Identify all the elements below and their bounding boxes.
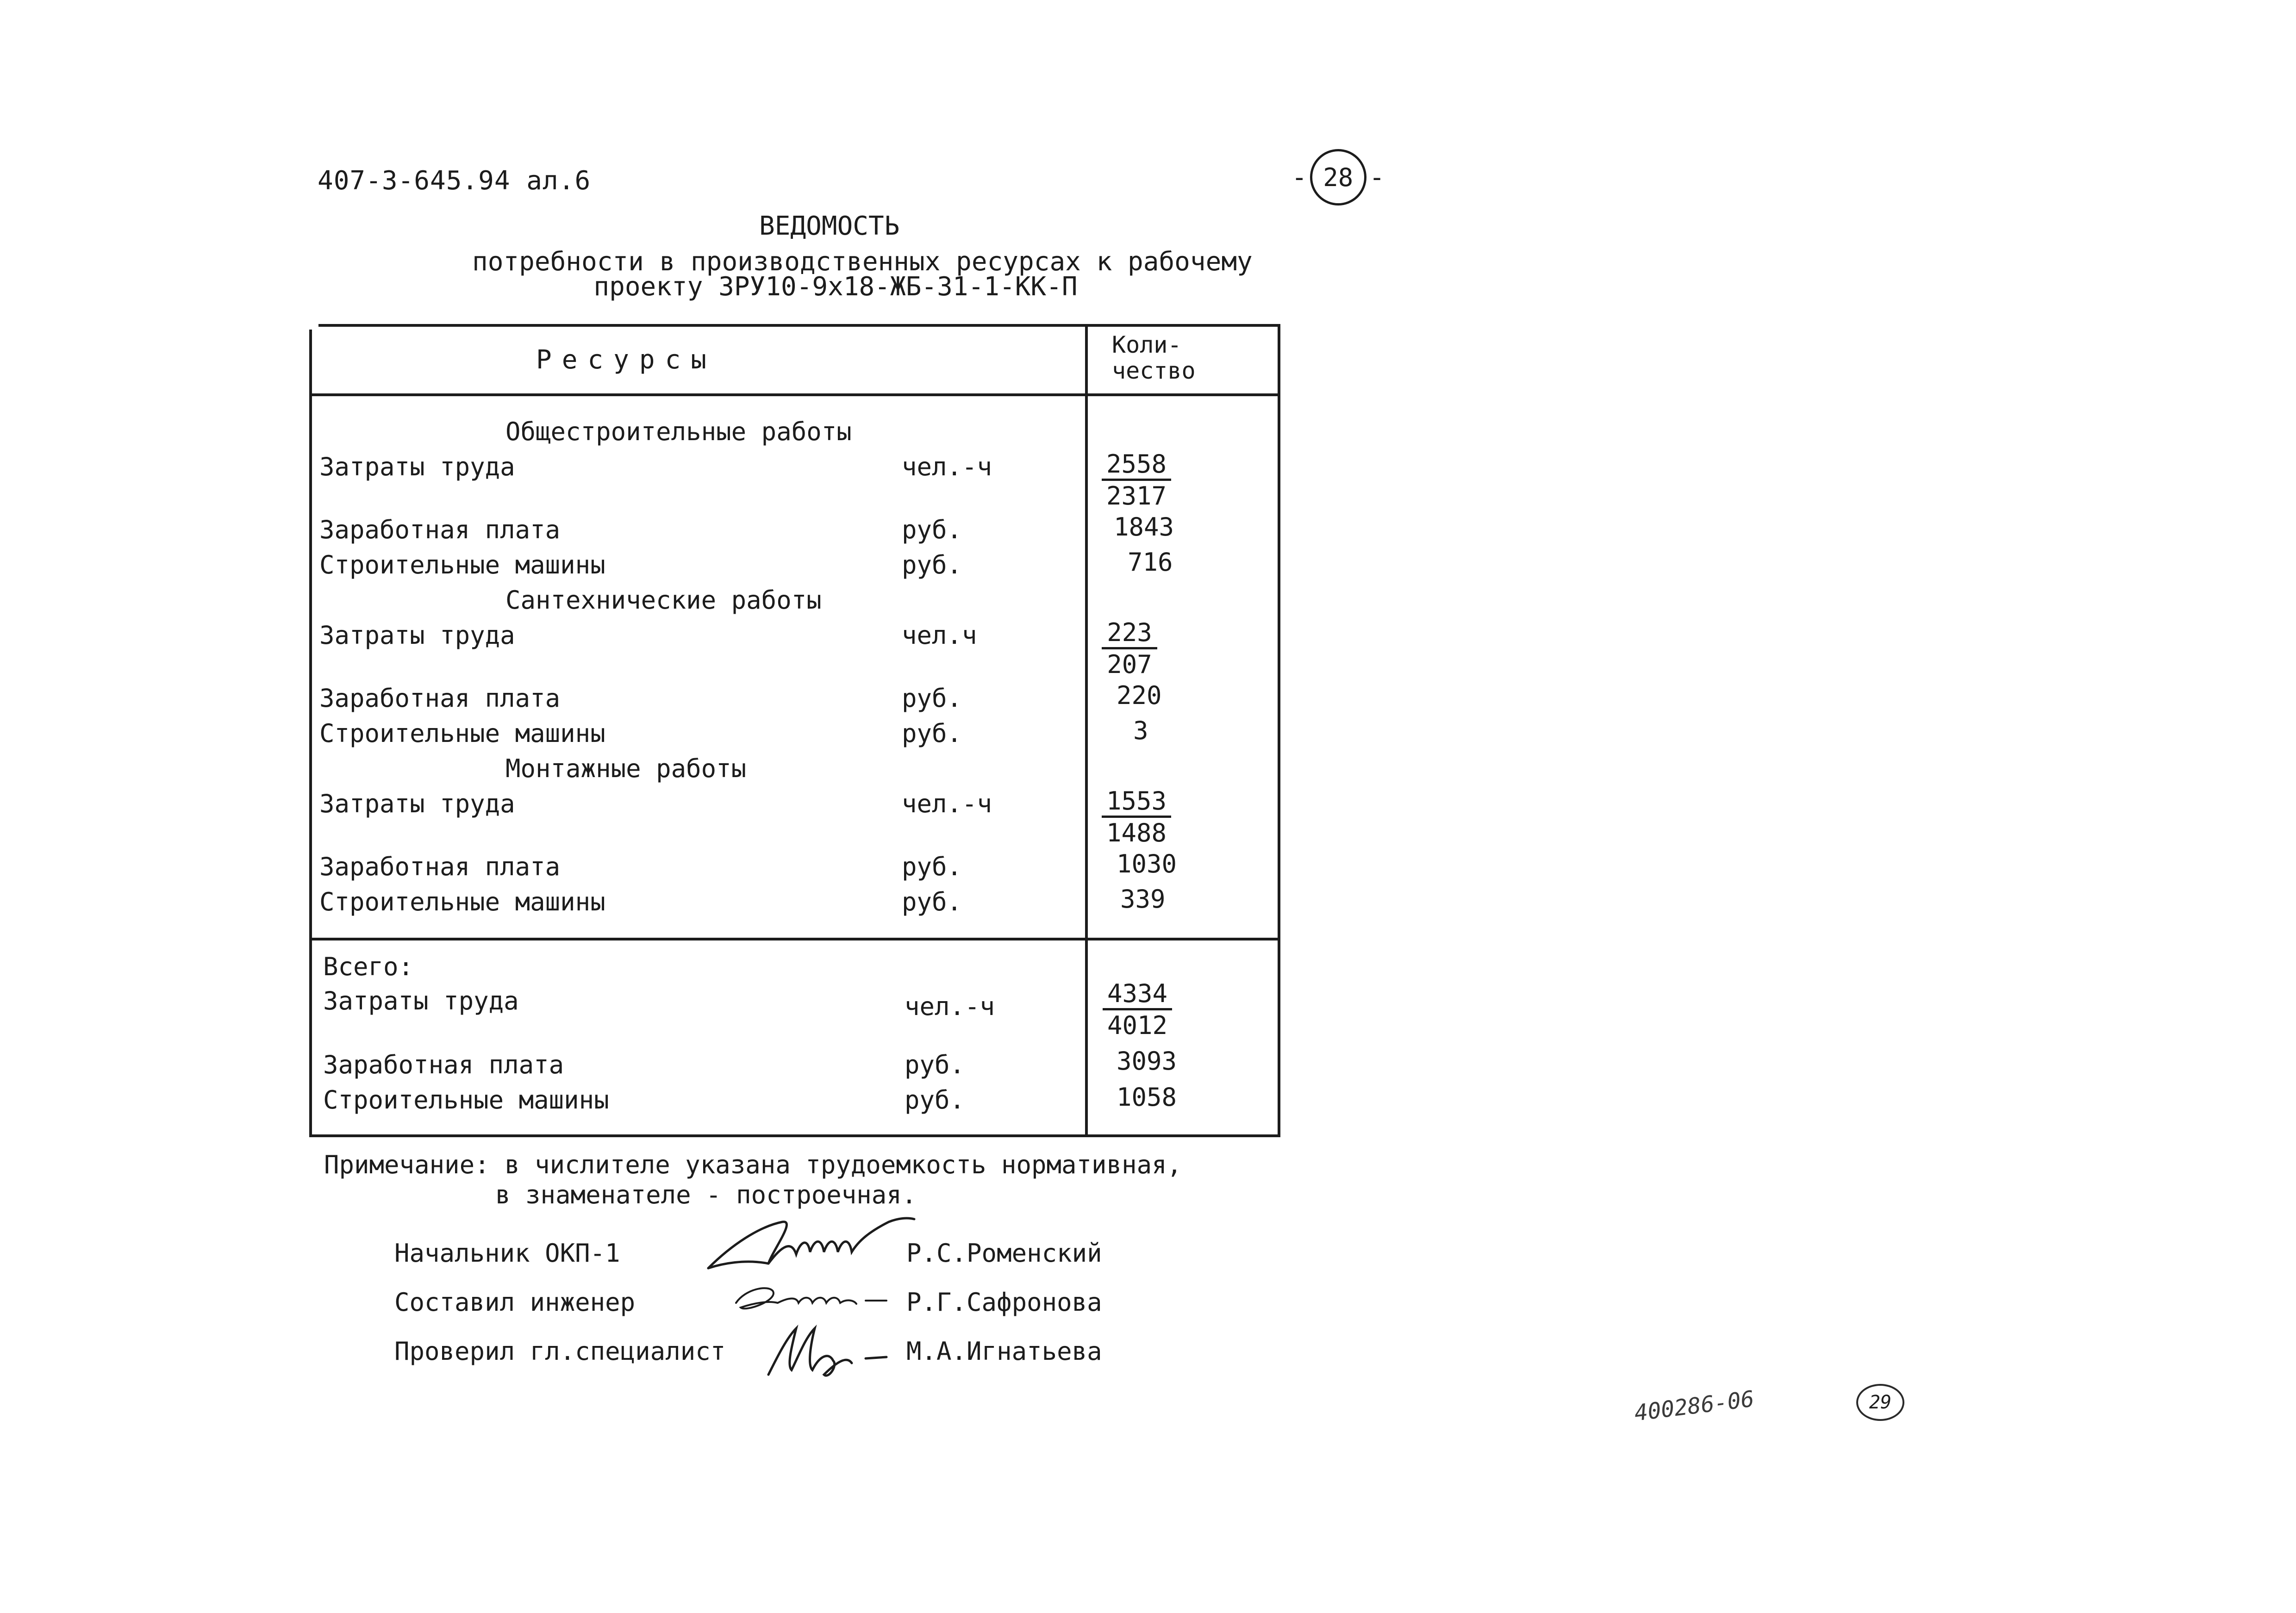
row-name: Строительные машины — [319, 719, 605, 748]
row-unit: руб. — [902, 887, 962, 916]
row-fraction — [1102, 786, 1171, 847]
row-unit: чел.-ч — [902, 452, 992, 481]
row-name: Затраты труда — [323, 986, 519, 1015]
signature-name: М.А.Игнатьева — [906, 1337, 1102, 1366]
row-name: Строительные машины — [323, 1085, 609, 1115]
document-subtitle-line2: проекту ЗРУ10-9х18-ЖБ-31-1-КК-П — [593, 272, 1078, 302]
row-name: Затраты труда — [319, 452, 515, 481]
fraction-numerator: 223 — [1102, 620, 1157, 649]
row-name: Заработная плата — [319, 515, 561, 544]
row-fraction — [1102, 620, 1157, 677]
row-name: Строительные машины — [319, 887, 605, 916]
page-number-circle: 28 — [1310, 149, 1366, 206]
row-unit: чел.-ч — [902, 789, 992, 818]
page-number: - 28 - — [1292, 149, 1385, 206]
table-total-divider — [309, 938, 1280, 940]
row-unit: руб. — [905, 1085, 965, 1115]
row-fraction — [1103, 981, 1172, 1038]
row-unit: руб. — [902, 684, 962, 713]
row-value: 339 — [1120, 884, 1166, 914]
table-column-divider — [1085, 324, 1088, 1137]
row-unit: руб. — [902, 852, 962, 881]
document-code: 407-3-645.94 ал.6 — [318, 166, 591, 196]
row-unit: чел.-ч — [905, 992, 995, 1021]
row-unit: руб. — [902, 515, 962, 544]
fraction-denominator: 2317 — [1106, 481, 1167, 511]
table-left-border — [309, 330, 312, 1137]
signature-scribble-2 — [727, 1275, 893, 1321]
row-unit: чел.ч — [902, 621, 977, 650]
row-value: 1030 — [1117, 849, 1177, 878]
fraction-numerator: 2558 — [1102, 452, 1171, 481]
row-name: Затраты труда — [319, 789, 515, 818]
row-name: Заработная плата — [323, 1050, 564, 1079]
document-subtitle-line1: потребности в производственных ресурсах к рабочему — [472, 247, 1253, 277]
note-line2: в знаменателе - построечная. — [495, 1180, 917, 1209]
row-name: Строительные машины — [319, 550, 605, 579]
section-title: Общестроительные работы — [505, 417, 852, 446]
row-value: 1843 — [1114, 512, 1174, 542]
signature-scribble-1 — [704, 1213, 917, 1277]
row-value: 716 — [1128, 548, 1173, 577]
table-note — [324, 1150, 1182, 1210]
row-unit: руб. — [902, 719, 962, 748]
sheet-number-circle: 29 — [1856, 1384, 1904, 1421]
signature-role: Составил инженер — [394, 1288, 636, 1317]
row-name: Затраты труда — [319, 621, 515, 650]
row-value: 3 — [1133, 716, 1148, 745]
note-line1: Примечание: в числителе указана трудоемкость нормативная, — [324, 1150, 1182, 1179]
fraction-denominator: 4012 — [1107, 1011, 1168, 1040]
resources-table — [309, 324, 1280, 1137]
row-value: 3093 — [1117, 1046, 1177, 1076]
signature-role: Проверил гл.специалист — [394, 1337, 726, 1366]
fraction-numerator: 4334 — [1103, 981, 1172, 1010]
table-bottom-border — [309, 1134, 1280, 1137]
signature-name: Р.Г.Сафронова — [906, 1288, 1102, 1317]
section-title: Монтажные работы — [505, 754, 747, 783]
row-unit: руб. — [905, 1050, 965, 1079]
fraction-denominator: 1488 — [1106, 818, 1167, 847]
fraction-denominator: 207 — [1107, 650, 1152, 679]
row-unit: руб. — [902, 550, 962, 579]
header-quantity-line1: Коли- — [1112, 331, 1182, 358]
signature-scribble-3 — [759, 1319, 907, 1384]
archive-code: 400286-06 — [1633, 1386, 1756, 1426]
fraction-numerator: 1553 — [1102, 789, 1171, 818]
table-header-divider — [309, 393, 1280, 396]
total-title: Всего: — [323, 952, 414, 981]
document-title: ВЕДОМОСТЬ — [759, 211, 900, 241]
row-fraction — [1102, 449, 1171, 511]
signature-role: Начальник ОКП-1 — [394, 1239, 620, 1268]
row-name: Заработная плата — [319, 684, 561, 713]
row-name: Заработная плата — [319, 852, 561, 881]
row-value: 220 — [1117, 681, 1162, 710]
table-right-border — [1278, 324, 1280, 1137]
row-value: 1058 — [1117, 1083, 1177, 1112]
table-top-border — [318, 324, 1280, 327]
signature-name: Р.С.Роменский — [906, 1239, 1102, 1268]
header-resources: Ресурсы — [536, 345, 717, 375]
header-quantity-line2: чество — [1112, 357, 1196, 384]
section-title: Сантехнические работы — [505, 585, 822, 615]
